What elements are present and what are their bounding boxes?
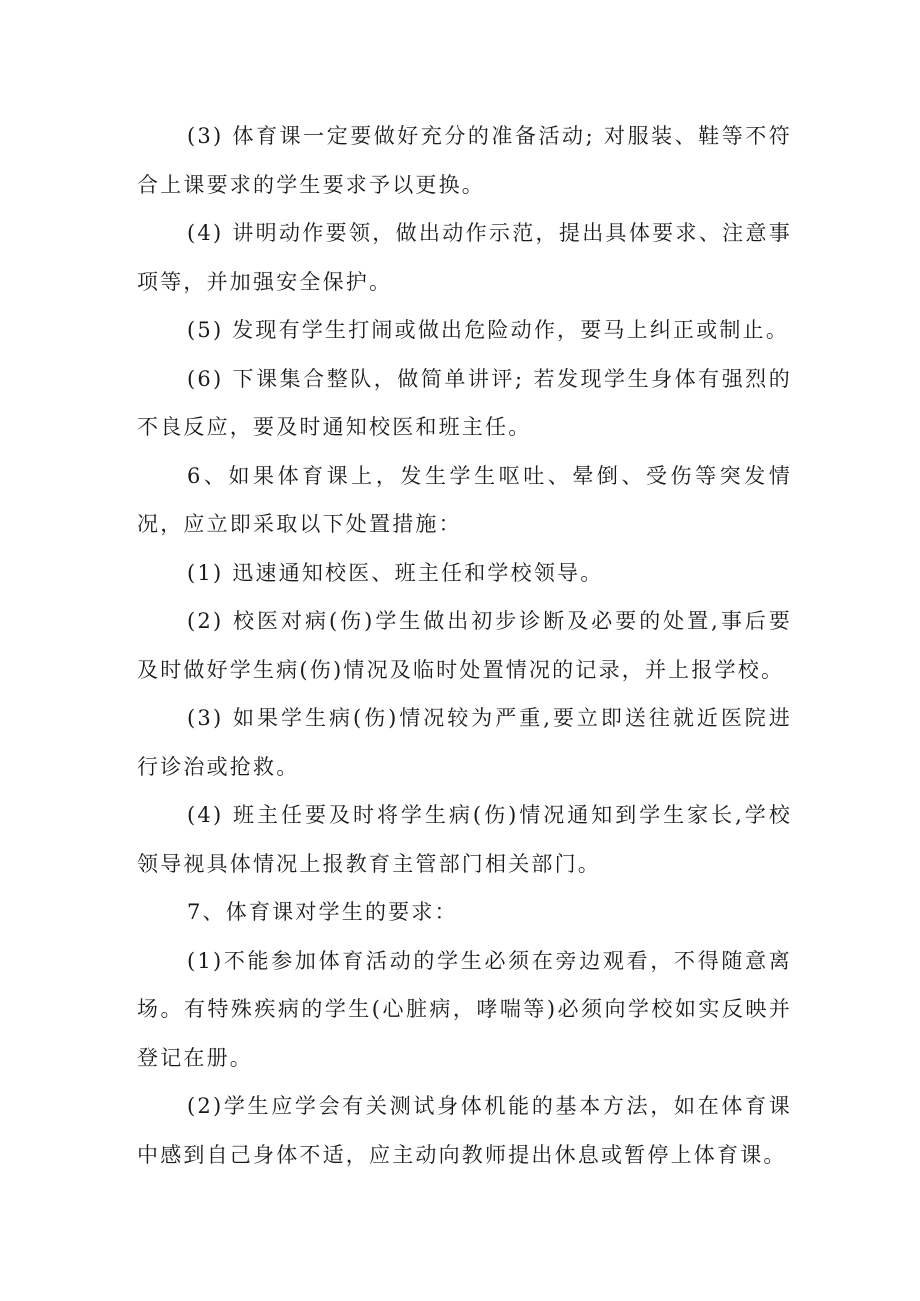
student-requirement-2: (2)学生应学会有关测试身体机能的基本方法，如在体育课中感到自己身体不适，应主动向教师提出休息或暂停上体育课。 (137, 1094, 792, 1167)
section-7-student-requirements-heading: 7、体育课对学生的要求： (187, 900, 458, 924)
emergency-item-1: (1) 迅速通知校医、班主任和学校领导。 (187, 560, 604, 585)
section-6-emergency-heading: 6、如果体育课上，发生学生呕吐、晕倒、受伤等突发情况，应立即采取以下处置措施： (137, 463, 792, 536)
emergency-item-2: (2) 校医对病(伤)学生做出初步诊断及必要的处置,事后要及时做好学生病(伤)情况及临时处置情况的记录，并上报学校。 (137, 609, 792, 682)
paragraph-4-demonstration: (4) 讲明动作要领，做出动作示范，提出具体要求、注意事项等，并加强安全保护。 (137, 221, 792, 294)
student-requirement-1: (1)不能参加体育活动的学生必须在旁边观看，不得随意离场。有特殊疾病的学生(心脏病，哮喘等)必须向学校如实反映并登记在册。 (137, 948, 792, 1070)
paragraph-6-dismissal: (6) 下课集合整队，做简单讲评; 若发现学生身体有强烈的不良反应，要及时通知校医和班主任。 (137, 366, 792, 439)
paragraph-3-warmup: (3) 体育课一定要做好充分的准备活动; 对服装、鞋等不符合上课要求的学生要求予以更换。 (137, 124, 792, 197)
document-body (137, 112, 792, 1179)
paragraph-5-correction: (5) 发现有学生打闹或做出危险动作，要马上纠正或制止。 (187, 318, 790, 342)
emergency-item-4: (4) 班主任要及时将学生病(伤)情况通知到学生家长,学校领导视具体情况上报教育主管部门相关部门。 (137, 803, 792, 876)
emergency-item-3: (3) 如果学生病(伤)情况较为严重,要立即送往就近医院进行诊治或抢救。 (137, 706, 792, 779)
